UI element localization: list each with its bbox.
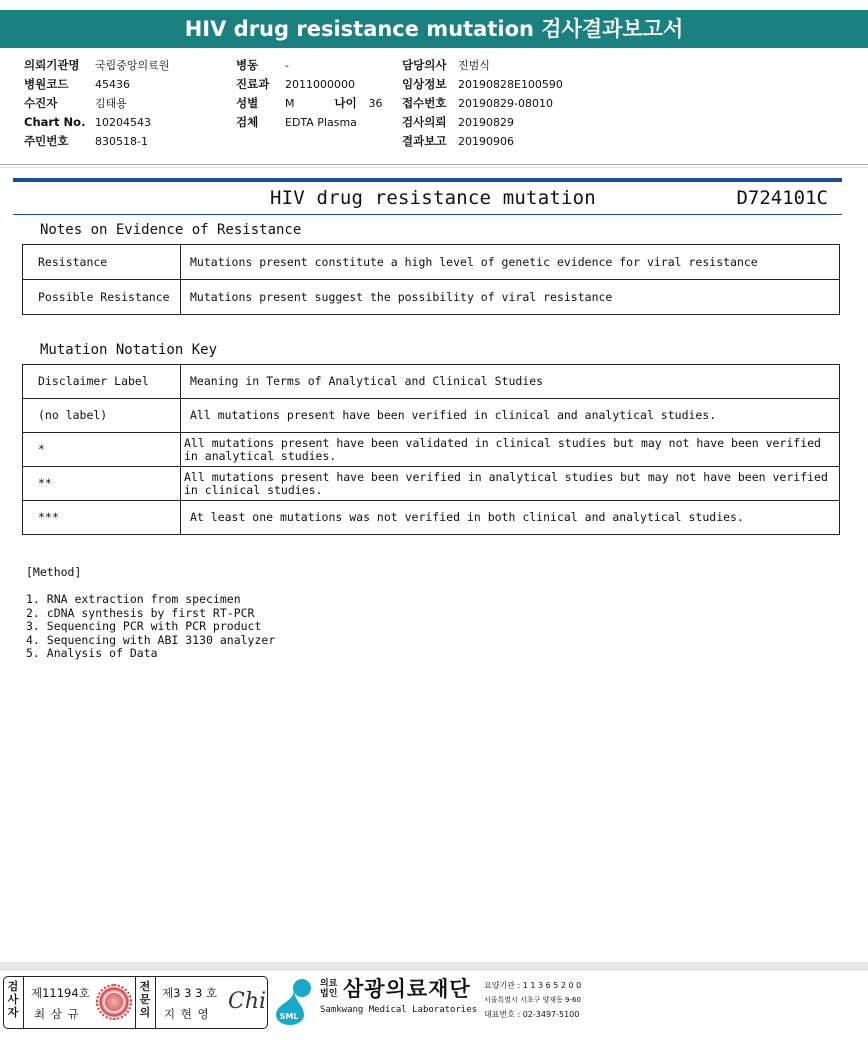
divider — [135, 977, 136, 1028]
table-cell-text: All mutations present have been verified in clinical and analytical studies. — [181, 399, 840, 433]
org-code: 요양기관 : 1 1 3 6 5 2 0 0 — [484, 981, 582, 990]
method-step: 4. Sequencing with ABI 3130 analyzer — [26, 632, 276, 647]
signature-mark: Chi — [228, 989, 267, 1014]
notation-table — [22, 364, 840, 535]
info-label: 임상정보 — [402, 77, 447, 91]
table-cell-text: Mutations present suggest the possibility of viral resistance — [181, 280, 840, 315]
info-label: 주민번호 — [24, 134, 69, 148]
method-title: [Method] — [26, 565, 82, 579]
table-header-label: Disclaimer Label — [23, 365, 181, 399]
method-list — [26, 593, 275, 661]
age-value: 36 — [368, 97, 383, 110]
evidence-section-title: Notes on Evidence of Resistance — [40, 222, 302, 238]
info-value: 20190829-08010 — [458, 97, 553, 110]
header-divider — [0, 164, 868, 165]
table-cell-label: * — [23, 433, 181, 467]
examiner-label: 검 사 자 — [7, 980, 19, 1019]
examiner-name: 최 삼 규 — [34, 1007, 80, 1021]
info-label: 병원코드 — [24, 77, 69, 91]
signature-box — [3, 976, 268, 1029]
info-value: 10204543 — [95, 116, 151, 129]
sml-logo-icon — [271, 977, 317, 1025]
report-title-bar — [0, 10, 868, 48]
ward-value: - — [285, 59, 289, 72]
info-label: 접수번호 — [402, 96, 447, 110]
sex-label: 성별 — [236, 96, 259, 110]
info-value: 20190906 — [458, 135, 514, 148]
specimen-value: EDTA Plasma — [285, 116, 357, 129]
specialist-name: 지 현 영 — [164, 1007, 210, 1021]
info-label: 검사의뢰 — [402, 115, 447, 129]
table-cell-label: ** — [23, 467, 181, 501]
org-prefix: 의료 법인 — [320, 979, 338, 999]
report-section-title: HIV drug resistance mutation — [270, 187, 596, 209]
info-value: 20190829 — [458, 116, 514, 129]
table-cell-label: Possible Resistance — [23, 280, 181, 315]
table-header-text: Meaning in Terms of Analytical and Clinical Studies — [181, 365, 840, 399]
table-row — [23, 245, 840, 280]
notation-section-title: Mutation Notation Key — [40, 342, 218, 358]
evidence-table — [22, 244, 840, 315]
table-row — [23, 280, 840, 315]
org-name-en: Samkwang Medical Laboratories — [320, 1005, 478, 1015]
report-rule-bottom — [13, 214, 842, 215]
table-header-row — [23, 365, 840, 399]
info-value: 국립중앙의료원 — [95, 59, 170, 72]
table-cell-label: (no label) — [23, 399, 181, 433]
specimen-label: 검체 — [236, 115, 259, 129]
examiner-stamp — [96, 984, 132, 1020]
sex-value: M — [285, 97, 295, 110]
info-value: 김태용 — [95, 97, 127, 110]
info-value: 20190828E100590 — [458, 78, 563, 91]
table-cell-label: Resistance — [23, 245, 181, 280]
method-step: 5. Analysis of Data — [26, 646, 158, 660]
divider — [23, 977, 24, 1028]
info-label: 결과보고 — [402, 134, 447, 148]
method-step: 2. cDNA synthesis by first RT-PCR — [26, 605, 255, 620]
patient-info-col1 — [24, 56, 169, 151]
header-divider — [0, 167, 868, 168]
dept-label: 진료과 — [236, 77, 270, 91]
table-row — [23, 467, 840, 501]
specialist-number: 제3 3 3 호 — [162, 986, 218, 1000]
table-cell-text: Mutations present constitute a high level of genetic evidence for viral resistance — [181, 245, 840, 280]
org-name: 삼광의료재단 — [343, 977, 471, 1001]
org-phone: 대표번호 : 02-3497-5100 — [484, 1010, 580, 1019]
method-step: 1. RNA extraction from specimen — [26, 592, 241, 606]
report-code: D724101C — [736, 187, 828, 209]
patient-info-col2 — [236, 56, 383, 132]
info-label: 담당의사 — [402, 58, 447, 72]
info-value: 45436 — [95, 78, 130, 91]
patient-info-col3 — [402, 56, 563, 151]
table-cell-text: All mutations present have been verified in analytical studies but may not have been verified in clinical studies. — [181, 467, 840, 501]
table-cell-label: *** — [23, 501, 181, 535]
table-row — [23, 433, 840, 467]
specialist-label: 전 문 의 — [139, 980, 151, 1019]
logo-abbr: SML — [279, 1012, 299, 1021]
ward-label: 병동 — [236, 58, 259, 72]
table-cell-text: At least one mutations was not verified in both clinical and analytical studies. — [181, 501, 840, 535]
info-value: 830518-1 — [95, 135, 148, 148]
info-label: 의뢰기관명 — [24, 58, 80, 72]
org-address: 서울특별시 서초구 양재동 9-60 — [484, 996, 581, 1004]
examiner-number: 제11194호 — [31, 986, 90, 1000]
method-step: 3. Sequencing PCR with PCR product — [26, 619, 262, 633]
table-row — [23, 501, 840, 535]
table-cell-text: All mutations present have been validated in clinical studies but may not have been verified in analytical studies. — [181, 433, 840, 467]
info-label: Chart No. — [24, 115, 86, 129]
dept-value: 2011000000 — [285, 78, 355, 91]
info-label: 수진자 — [24, 96, 58, 110]
age-label: 나이 — [334, 96, 357, 110]
table-row — [23, 399, 840, 433]
divider — [155, 977, 156, 1028]
info-value: 진범식 — [458, 59, 490, 72]
report-rule-top — [13, 178, 842, 182]
report-title: HIV drug resistance mutation 검사결과보고서 — [184, 17, 684, 41]
